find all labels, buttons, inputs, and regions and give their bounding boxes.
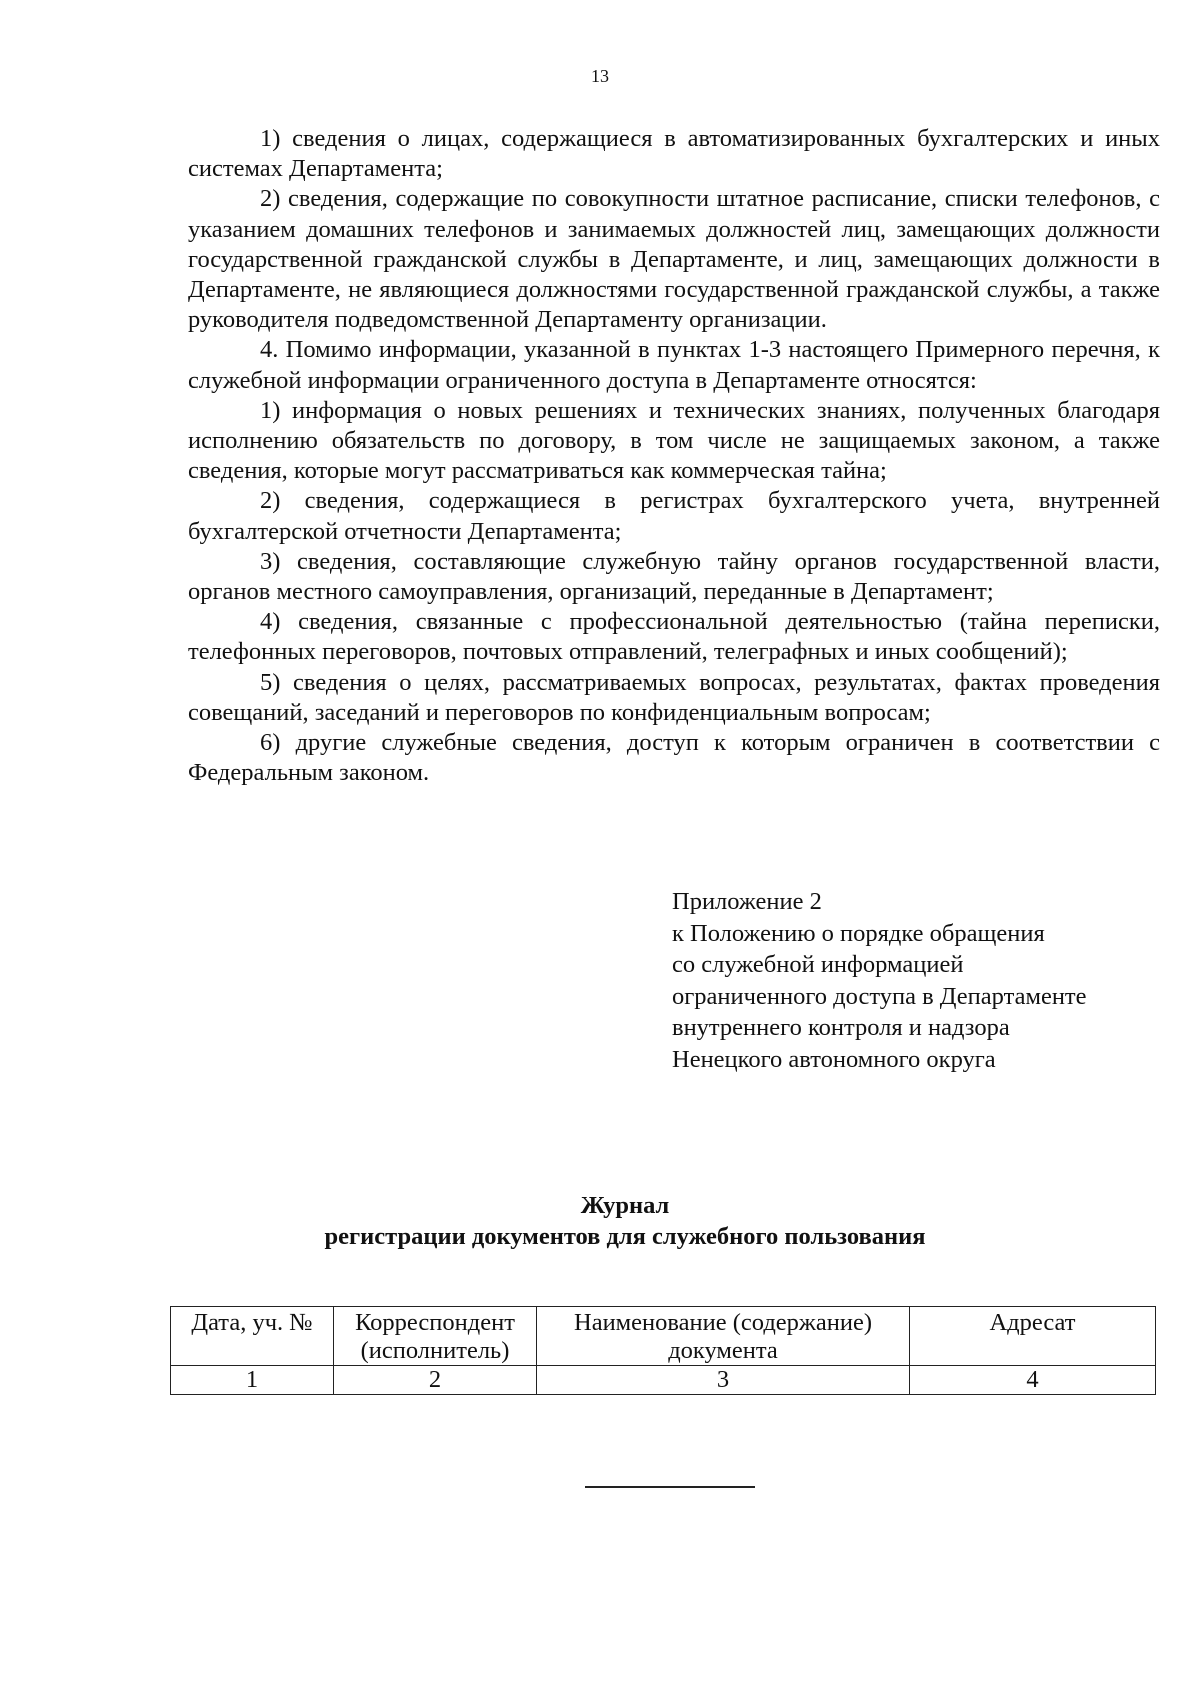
table-row [171, 1366, 1156, 1395]
column-header-document-name: Наименование (содержание) документа [537, 1307, 910, 1366]
column-number-cell: 4 [910, 1366, 1156, 1395]
journal-table [170, 1306, 1156, 1395]
paragraph-4-item-3: 3) сведения, составляющие служебную тайну органов государственной власти, органов местного самоуправления, организаций, переданные в Департамент; [188, 547, 1160, 606]
paragraph-4-item-1: 1) информация о новых решениях и технических знаниях, полученных благодаря исполнению обязательств по договору, в том числе не защищаемых законом, а также сведения, которые могут рассматриваться как коммерческая тайна; [188, 396, 1160, 485]
paragraph-4-item-4: 4) сведения, связанные с профессиональной деятельностью (тайна переписки, телефонных переговоров, почтовых отправлений, телеграфных и иных сообщений); [188, 608, 1160, 666]
column-number-cell: 2 [334, 1366, 537, 1395]
list-body [188, 124, 1160, 788]
column-number-cell: 3 [537, 1366, 910, 1395]
journal-title-block [0, 1190, 1200, 1252]
appendix-line: ограниченного доступа в Департаменте [672, 982, 1087, 1010]
paragraph-4-item-6: 6) другие служебные сведения, доступ к которым ограничен в соответствии с Федеральным законом. [188, 729, 1160, 787]
paragraph-item-1: 1) сведения о лицах, содержащиеся в автоматизированных бухгалтерских и иных системах Департамента; [188, 125, 1160, 183]
column-header-correspondent: Корреспондент (исполнитель) [334, 1307, 537, 1366]
appendix-line: со служебной информацией [672, 951, 964, 978]
appendix-heading-block [672, 886, 1132, 1075]
table-header-row [171, 1307, 1156, 1366]
paragraph-section-4: 4. Помимо информации, указанной в пунктах 1-3 настоящего Примерного перечня, к служебной информации ограниченного доступа в Департаменте относятся: [188, 336, 1160, 394]
appendix-line: внутреннего контроля и надзора [672, 1014, 1010, 1041]
paragraph-item-2: 2) сведения, содержащие по совокупности штатное расписание, списки телефонов, с указанием домашних телефонов и занимаемых должностей лиц, замещающих должности государственной гражданской службы в Департаменте, и лиц, замещающих должности в Департаменте, не являющиеся должностями государственной гражданской службы, а также руководителя подведомственной Департаменту организации. [188, 185, 1160, 334]
appendix-line: Ненецкого автономного округа [672, 1045, 996, 1073]
column-number-cell: 1 [171, 1366, 334, 1395]
end-divider-line [585, 1486, 755, 1488]
paragraph-4-item-2: 2) сведения, содержащиеся в регистрах бухгалтерского учета, внутренней бухгалтерской отчетности Департамента; [188, 487, 1160, 545]
journal-subtitle: регистрации документов для служебного пользования [324, 1223, 926, 1250]
appendix-line: Приложение 2 [672, 888, 822, 915]
page-number: 13 [591, 66, 609, 86]
appendix-line: к Положению о порядке обращения [672, 919, 1045, 947]
journal-title: Журнал [580, 1192, 670, 1219]
paragraph-4-item-5: 5) сведения о целях, рассматриваемых вопросах, результатах, фактах проведения совещаний, заседаний и переговоров по конфиденциальным вопросам; [188, 668, 1160, 726]
column-header-addressee: Адресат [910, 1307, 1156, 1366]
column-header-date: Дата, уч. № [171, 1307, 334, 1366]
